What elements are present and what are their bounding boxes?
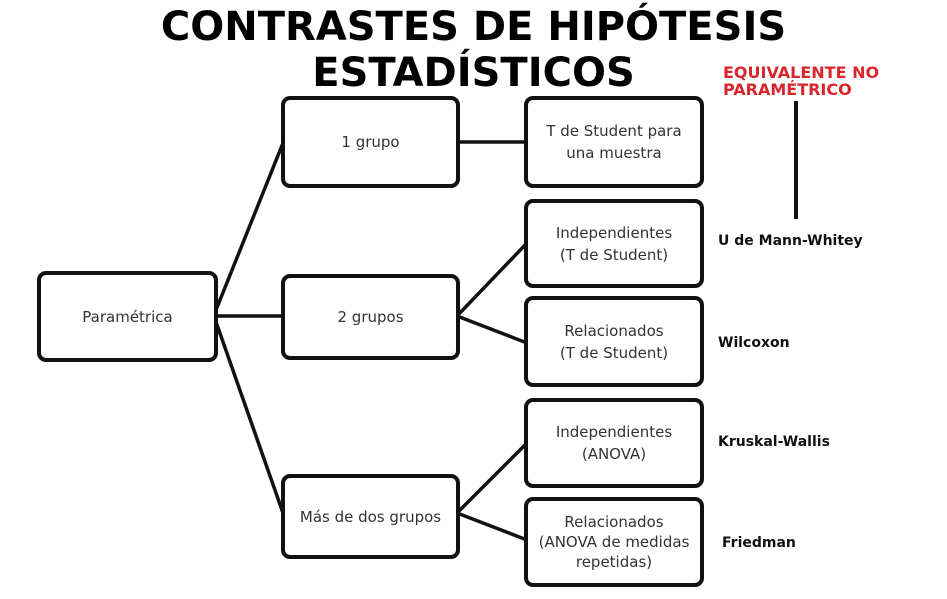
node-two-groups-label: 2 grupos: [337, 308, 404, 326]
node-two-groups: [281, 274, 460, 360]
node-more-independent: [524, 398, 704, 488]
edge-more-groups-related: [457, 513, 527, 540]
node-more-related: [524, 497, 704, 587]
node-one-group-label: 1 grupo: [341, 133, 400, 151]
node-more-related-label: Relacionados (ANOVA de medidas repetidas): [538, 513, 690, 571]
np-kruskal-wallis: Kruskal-Wallis: [718, 434, 830, 450]
nonparametric-header-text: EQUIVALENTE NO PARAMÉTRICO: [723, 63, 880, 99]
node-two-independent: [524, 199, 704, 288]
node-more-independent-label: Independientes (ANOVA): [555, 423, 673, 463]
node-t-one-sample-label: T de Student para una muestra: [546, 122, 682, 162]
node-two-independent-label: Independientes (T de Student): [555, 223, 673, 264]
edge-two-groups-related: [457, 316, 527, 343]
np-mann-whitney: U de Mann-Whitey: [718, 233, 863, 249]
np-friedman: Friedman: [722, 535, 796, 551]
node-parametrica-label: Paramétrica: [82, 307, 173, 326]
edge-two-groups-indep: [457, 243, 527, 316]
node-t-one-sample: [524, 96, 704, 188]
node-more-groups-label: Más de dos grupos: [299, 507, 442, 526]
edge-root-more-groups: [216, 322, 283, 513]
node-parametrica: [37, 271, 218, 362]
node-one-group: [281, 96, 460, 188]
np-wilcoxon: Wilcoxon: [718, 335, 790, 351]
edge-more-groups-indep: [457, 443, 527, 513]
node-two-related: [524, 296, 704, 387]
edge-root-one-group: [216, 143, 283, 310]
node-more-groups: [281, 474, 460, 559]
node-two-related-label: Relacionados (T de Student): [559, 321, 669, 362]
page-title: CONTRASTES DE HIPÓTESIS ESTADÍSTICOS: [160, 4, 787, 96]
